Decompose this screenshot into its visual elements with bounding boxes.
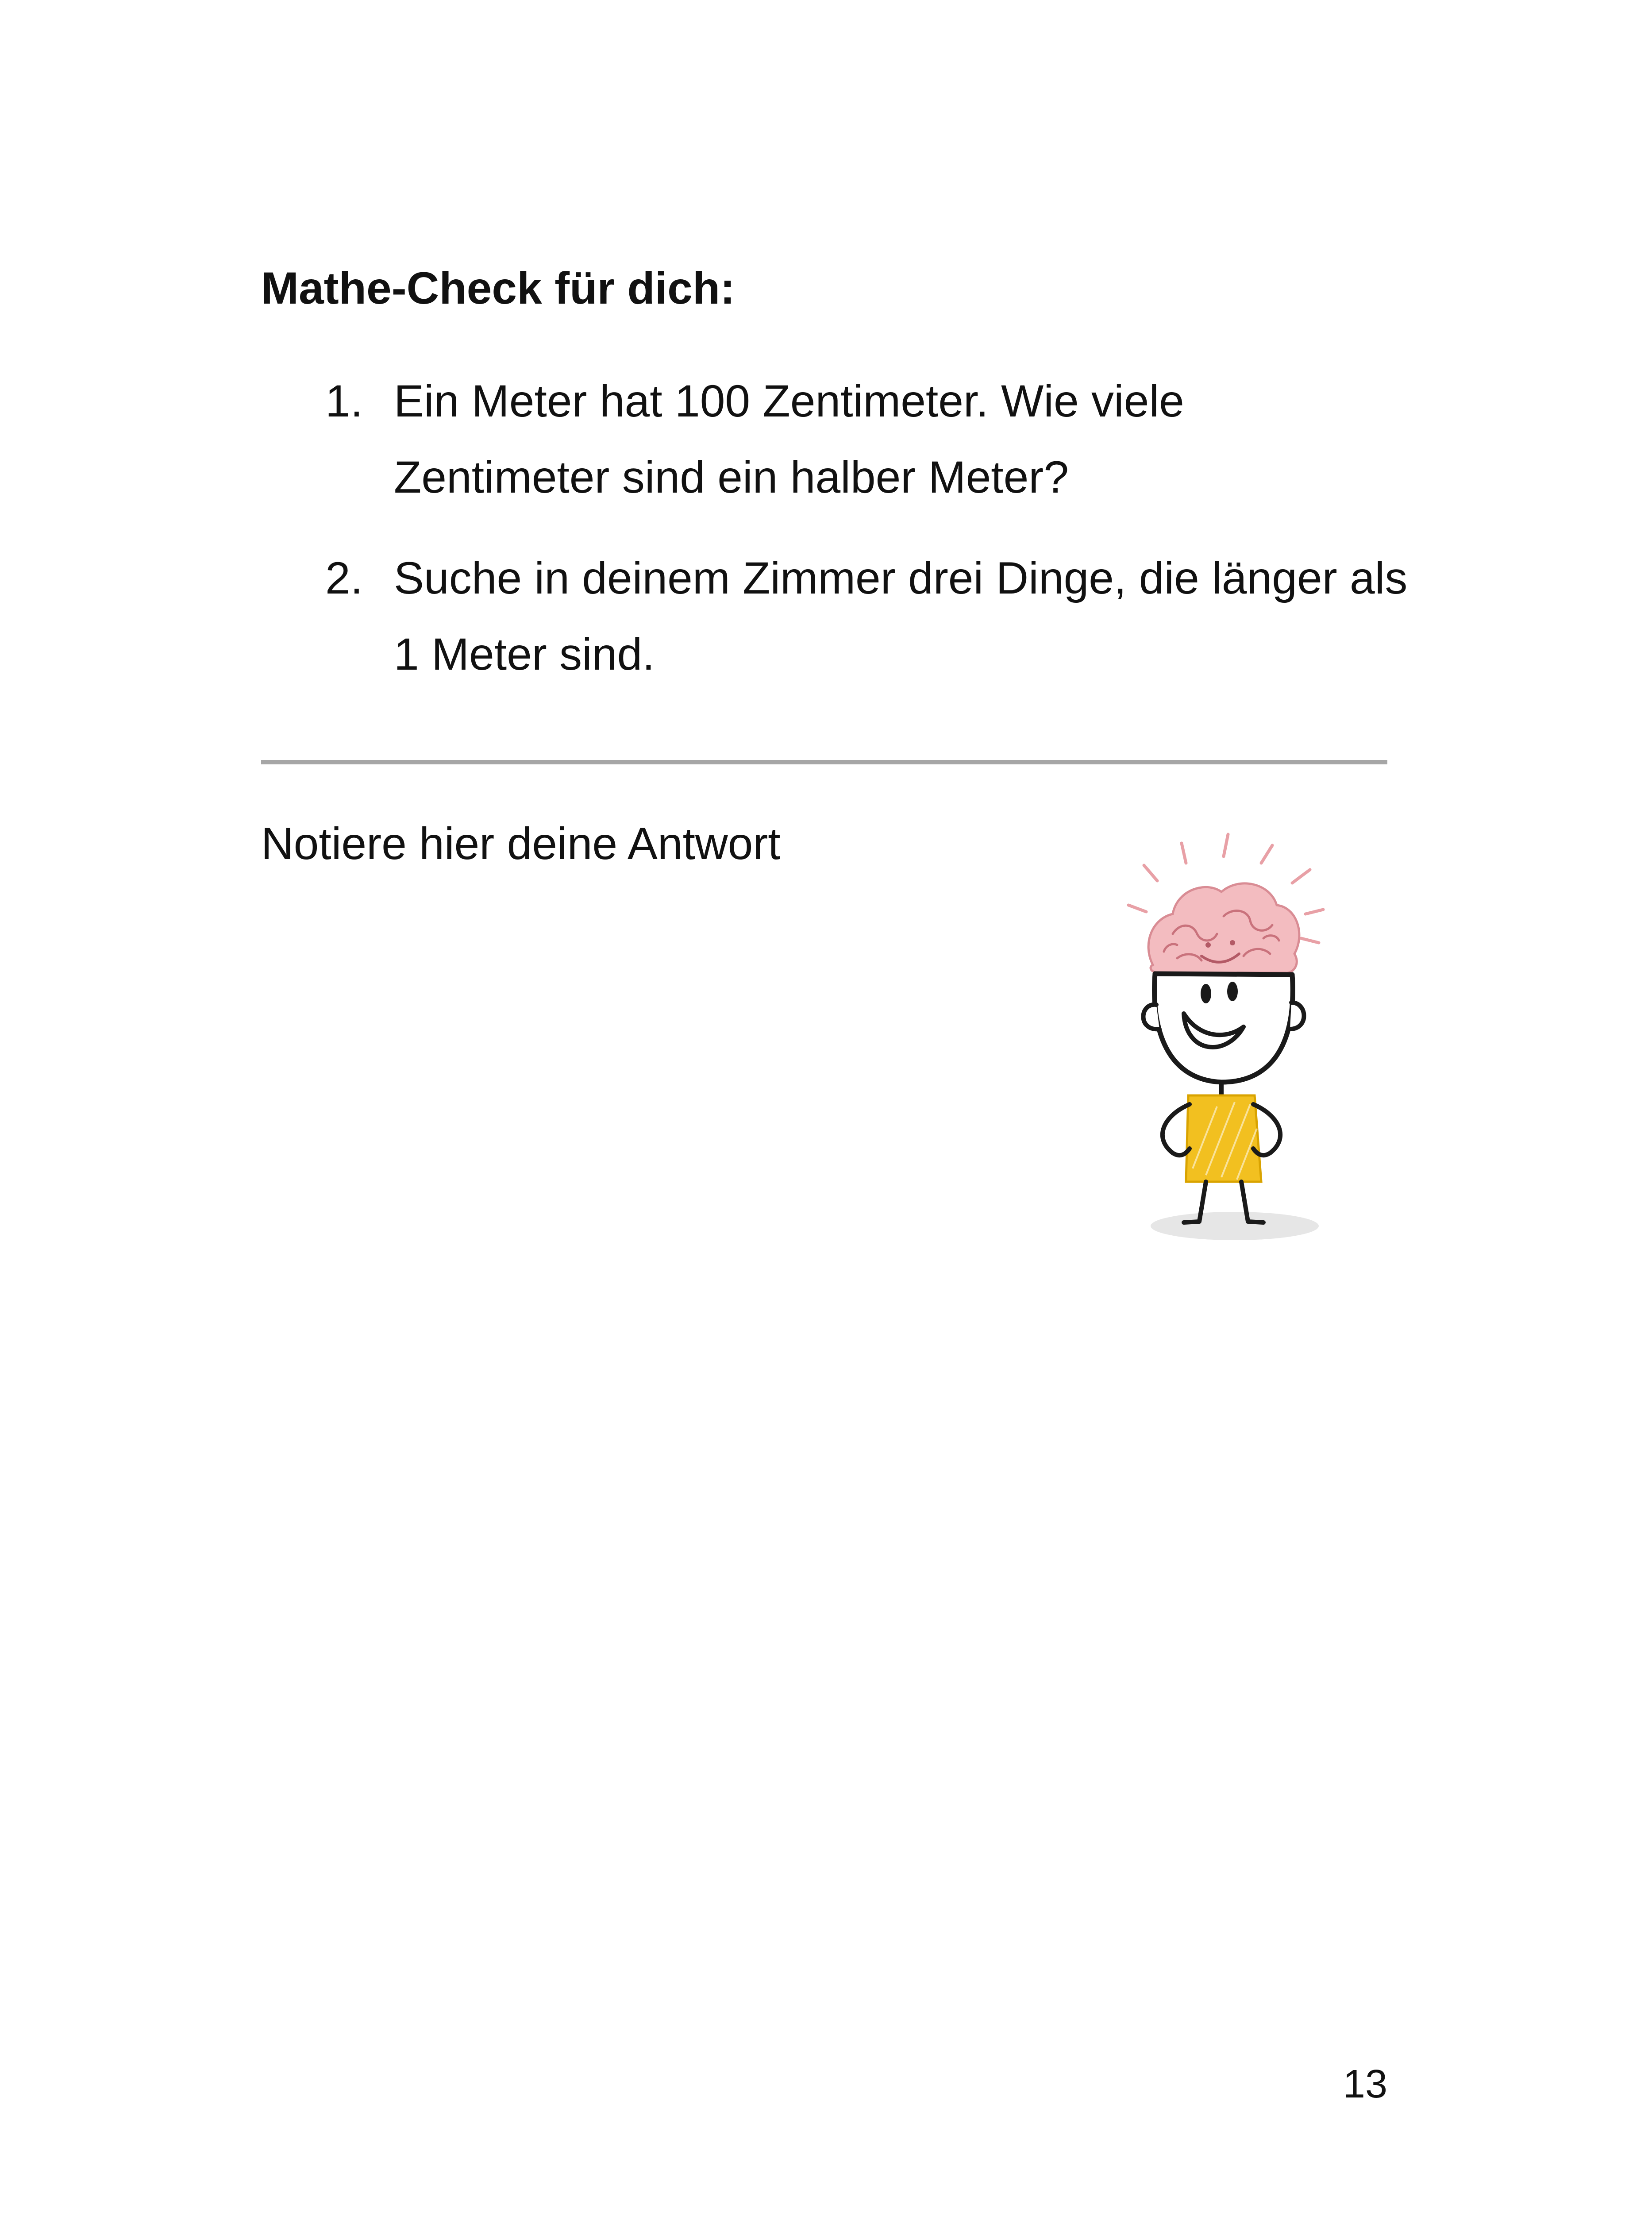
task-item-1 xyxy=(325,363,1409,515)
page-heading: Mathe-Check für dich: xyxy=(261,263,736,313)
answer-prompt: Notiere hier deine Antwort xyxy=(261,818,781,869)
task-item-2 xyxy=(325,540,1409,692)
section-divider xyxy=(261,760,1387,764)
page-number: 13 xyxy=(1343,2062,1387,2106)
stick-figure-with-brain-icon xyxy=(1111,832,1354,1253)
task-number: 1. xyxy=(325,376,363,426)
task-number: 2. xyxy=(325,553,363,603)
task-text: Ein Meter hat 100 Zentimeter. Wie viele Zentimeter sind ein halber Meter? xyxy=(394,376,1184,502)
task-text: Suche in deinem Zimmer drei Dinge, die länger als 1 Meter sind. xyxy=(394,553,1408,679)
task-list xyxy=(325,363,1409,717)
